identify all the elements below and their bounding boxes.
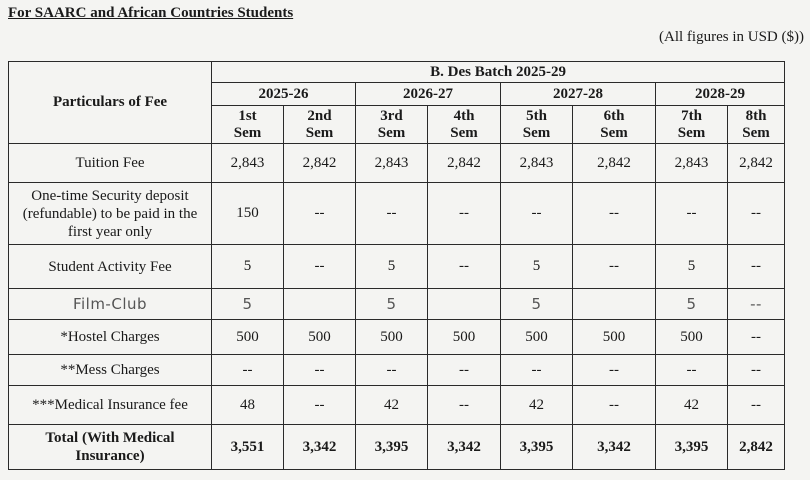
- particulars-header: Particulars of Fee: [9, 62, 212, 144]
- total-cell: 3,395: [356, 425, 428, 470]
- total-cell: 3,395: [656, 425, 728, 470]
- fee-cell: 500: [573, 320, 656, 355]
- fee-cell: 2,842: [284, 144, 356, 183]
- semester-header: 2nd Sem: [284, 106, 356, 144]
- fee-cell: 2,843: [212, 144, 284, 183]
- fee-label: ***Medical Insurance fee: [9, 386, 212, 425]
- fee-cell: 5: [501, 289, 573, 320]
- total-cell: 3,342: [284, 425, 356, 470]
- batch-header: B. Des Batch 2025-29: [212, 62, 785, 83]
- fee-table: [8, 61, 785, 470]
- table-row-student-activity-fee: [9, 245, 785, 289]
- table-row-mess-charges: [9, 355, 785, 386]
- fee-cell: 5: [656, 245, 728, 289]
- fee-cell: 2,842: [573, 144, 656, 183]
- fee-cell: --: [728, 386, 785, 425]
- fee-cell: --: [428, 386, 501, 425]
- total-cell: 3,342: [428, 425, 501, 470]
- table-row-total: [9, 425, 785, 470]
- fee-cell: --: [428, 245, 501, 289]
- fee-label: Film-Club: [9, 289, 212, 320]
- fee-cell: [573, 289, 656, 320]
- fee-cell: 42: [356, 386, 428, 425]
- fee-cell: --: [284, 386, 356, 425]
- total-cell: 3,342: [573, 425, 656, 470]
- semester-header: 3rd Sem: [356, 106, 428, 144]
- fee-label: Student Activity Fee: [9, 245, 212, 289]
- fee-cell: 2,842: [428, 144, 501, 183]
- fee-cell: 5: [501, 245, 573, 289]
- fee-cell: [428, 289, 501, 320]
- year-header: 2027-28: [501, 83, 656, 106]
- fee-cell: --: [284, 183, 356, 245]
- page-heading: For SAARC and African Countries Students: [8, 5, 294, 21]
- fee-cell: --: [573, 386, 656, 425]
- fee-cell: 5: [212, 289, 284, 320]
- currency-note: (All figures in USD ($)): [659, 29, 804, 45]
- fee-cell: 42: [501, 386, 573, 425]
- table-row-hostel-charges: [9, 320, 785, 355]
- semester-header: 4th Sem: [428, 106, 501, 144]
- semester-header: 7th Sem: [656, 106, 728, 144]
- fee-cell: --: [656, 355, 728, 386]
- fee-cell: 42: [656, 386, 728, 425]
- fee-cell: --: [428, 183, 501, 245]
- total-cell: 3,551: [212, 425, 284, 470]
- fee-cell: --: [573, 245, 656, 289]
- fee-cell: --: [284, 355, 356, 386]
- table-row-medical-insurance: [9, 386, 785, 425]
- fee-cell: --: [356, 355, 428, 386]
- fee-cell: 2,843: [501, 144, 573, 183]
- fee-cell: 500: [212, 320, 284, 355]
- year-header: 2026-27: [356, 83, 501, 106]
- fee-label: One-time Security deposit (refundable) to be paid in the first year only: [9, 183, 212, 245]
- semester-header: 5th Sem: [501, 106, 573, 144]
- fee-cell: --: [428, 355, 501, 386]
- fee-cell: 500: [428, 320, 501, 355]
- fee-cell: 500: [356, 320, 428, 355]
- fee-cell: --: [501, 183, 573, 245]
- fee-cell: 5: [656, 289, 728, 320]
- fee-cell: [284, 289, 356, 320]
- year-header: 2028-29: [656, 83, 785, 106]
- total-cell: 2,842: [728, 425, 785, 470]
- table-row-film-club: [9, 289, 785, 320]
- total-label: Total (With Medical Insurance): [9, 425, 212, 470]
- table-row-security-deposit: [9, 183, 785, 245]
- semester-header: 1st Sem: [212, 106, 284, 144]
- fee-cell: 5: [356, 245, 428, 289]
- fee-cell: --: [728, 289, 785, 320]
- fee-cell: --: [573, 355, 656, 386]
- fee-cell: 500: [501, 320, 573, 355]
- fee-label: **Mess Charges: [9, 355, 212, 386]
- fee-cell: --: [728, 320, 785, 355]
- fee-cell: --: [728, 183, 785, 245]
- fee-cell: --: [728, 245, 785, 289]
- fee-cell: --: [728, 355, 785, 386]
- fee-cell: 2,842: [728, 144, 785, 183]
- fee-cell: --: [573, 183, 656, 245]
- fee-cell: --: [656, 183, 728, 245]
- table-row-tuition-fee: [9, 144, 785, 183]
- semester-header: 6th Sem: [573, 106, 656, 144]
- fee-cell: 500: [656, 320, 728, 355]
- fee-cell: 500: [284, 320, 356, 355]
- fee-cell: 5: [356, 289, 428, 320]
- fee-cell: 5: [212, 245, 284, 289]
- fee-cell: 2,843: [656, 144, 728, 183]
- fee-cell: 2,843: [356, 144, 428, 183]
- fee-cell: --: [501, 355, 573, 386]
- fee-cell: --: [284, 245, 356, 289]
- fee-cell: --: [356, 183, 428, 245]
- fee-label: *Hostel Charges: [9, 320, 212, 355]
- total-cell: 3,395: [501, 425, 573, 470]
- fee-cell: 150: [212, 183, 284, 245]
- fee-label: Tuition Fee: [9, 144, 212, 183]
- semester-header: 8th Sem: [728, 106, 785, 144]
- year-header: 2025-26: [212, 83, 356, 106]
- fee-cell: --: [212, 355, 284, 386]
- fee-cell: 48: [212, 386, 284, 425]
